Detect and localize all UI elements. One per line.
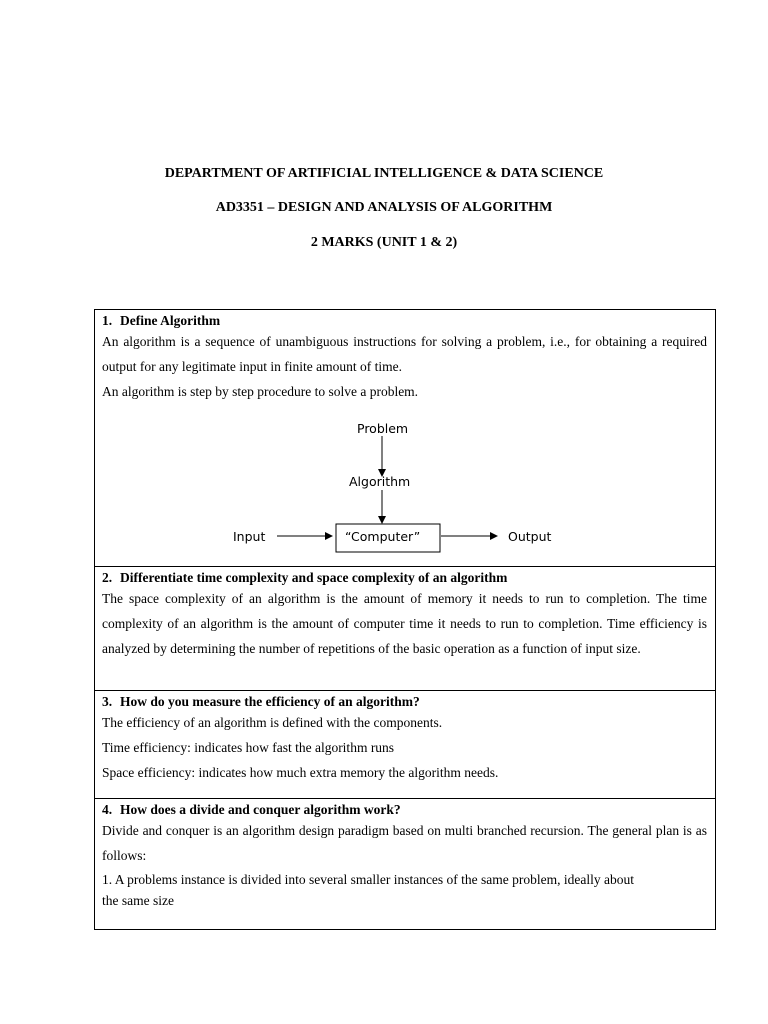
diagram-problem-label: Problem <box>357 421 409 436</box>
question-title: 1. Define Algorithm <box>102 313 221 328</box>
question-row-3 <box>95 690 715 798</box>
answer-paragraph: 1. A problems instance is divided into several smaller instances of the same problem, ideally about <box>102 872 634 887</box>
question-title: 2. Differentiate time complexity and space complexity of an algorithm <box>102 570 508 585</box>
answer-paragraph: An algorithm is step by step procedure to solve a problem. <box>102 384 419 399</box>
department-heading: DEPARTMENT OF ARTIFICIAL INTELLIGENCE & DATA SCIENCE <box>164 166 604 181</box>
answer-paragraph: Space efficiency: indicates how much extra memory the algorithm needs. <box>102 765 499 780</box>
answer-paragraph: the same size <box>102 893 174 908</box>
answer-paragraph: An algorithm is a sequence of unambiguous instructions for solving a problem, i.e., for obtaining a required output for any legitimate input in finite amount of time. <box>102 334 707 374</box>
diagram-algorithm-label: Algorithm <box>349 474 411 489</box>
questions-table <box>94 309 716 930</box>
question-title: 3. How do you measure the efficiency of an algorithm? <box>102 694 420 709</box>
answer-paragraph: Time efficiency: indicates how fast the algorithm runs <box>102 740 395 755</box>
diagram-output-label: Output <box>508 529 552 544</box>
course-heading: AD3351 – DESIGN AND ANALYSIS OF ALGORITHM <box>215 200 553 215</box>
question-row-4 <box>95 798 715 929</box>
diagram-computer-label: “Computer” <box>345 529 421 544</box>
diagram-input-label: Input <box>233 529 266 544</box>
question-row-2 <box>95 566 715 690</box>
question-row-1 <box>95 310 715 566</box>
algorithm-diagram <box>95 410 715 560</box>
question-title: 4. How does a divide and conquer algorithm work? <box>102 802 401 817</box>
answer-paragraph: The space complexity of an algorithm is the amount of memory it needs to run to completion. The time complexity of an algorithm is the amount of computer time it needs to run to completion. Time efficiency is analyzed by determining the number of repetitions of the basic operation as a function of input size. <box>102 591 707 656</box>
answer-paragraph: Divide and conquer is an algorithm design paradigm based on multi branched recursion. The general plan is as follows: <box>102 823 707 863</box>
marks-subtitle: 2 MARKS (UNIT 1 & 2) <box>310 235 458 250</box>
answer-paragraph: The efficiency of an algorithm is defined with the components. <box>102 715 443 730</box>
